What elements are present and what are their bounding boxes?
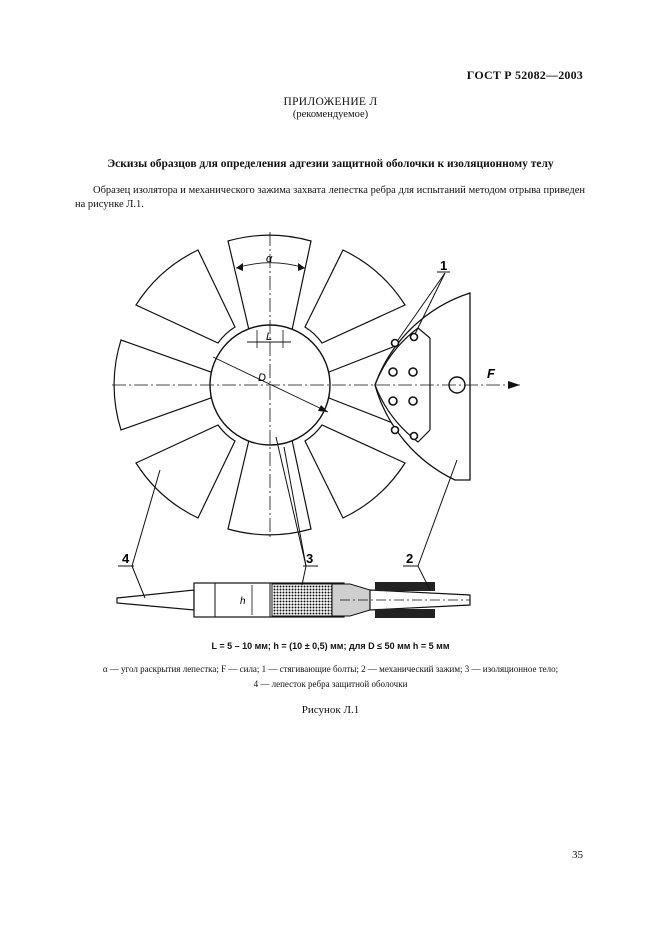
label-alpha: α bbox=[266, 253, 273, 265]
force-arrow bbox=[508, 381, 520, 389]
clamp bbox=[375, 293, 470, 480]
insulator-section-hatched bbox=[272, 584, 332, 616]
callout-3: 3 bbox=[306, 551, 314, 566]
label-D: D bbox=[258, 372, 266, 384]
petal-top-left bbox=[136, 250, 235, 343]
callout-4: 4 bbox=[122, 551, 130, 566]
callout-1: 1 bbox=[440, 258, 448, 273]
section-view bbox=[117, 582, 470, 618]
technical-drawing bbox=[0, 226, 661, 646]
figure-label: Рисунок Л.1 bbox=[301, 704, 360, 716]
petal-top-right bbox=[305, 250, 405, 343]
dimensions-caption: L = 5 – 10 мм; h = (10 ± 0,5) мм; для D ≤ 50 мм h = 5 мм bbox=[211, 641, 450, 651]
label-h: h bbox=[240, 596, 246, 607]
petal-bottom bbox=[228, 440, 311, 535]
section-title: Эскизы образцов для определения адгезии защитной оболочки к изоляционному телу bbox=[107, 158, 554, 170]
page-number: 35 bbox=[572, 849, 583, 861]
figure-legend bbox=[60, 662, 601, 692]
intro-paragraph: Образец изолятора и механического зажима захвата лепестка ребра для испытаний методом отрыва приведен на рисунке Л.1. bbox=[75, 185, 585, 210]
appendix-title: ПРИЛОЖЕНИЕ Л bbox=[283, 96, 378, 108]
petal-top bbox=[228, 235, 311, 330]
petal-bottom-right bbox=[305, 425, 405, 518]
legend-line-2: 4 — лепесток ребра защитной оболочки bbox=[253, 679, 408, 689]
legend-line-1: α — угол раскрытия лепестка; F — сила; 1 — стягивающие болты; 2 — механический зажим; 3 — изоляционное тело; bbox=[102, 664, 559, 674]
label-F: F bbox=[487, 366, 495, 381]
label-L: L bbox=[266, 331, 273, 343]
appendix-subtitle: (рекомендуемое) bbox=[292, 109, 369, 120]
callout-2: 2 bbox=[406, 551, 414, 566]
document-code: ГОСТ Р 52082—2003 bbox=[466, 68, 583, 82]
petal-bottom-left bbox=[136, 425, 235, 518]
